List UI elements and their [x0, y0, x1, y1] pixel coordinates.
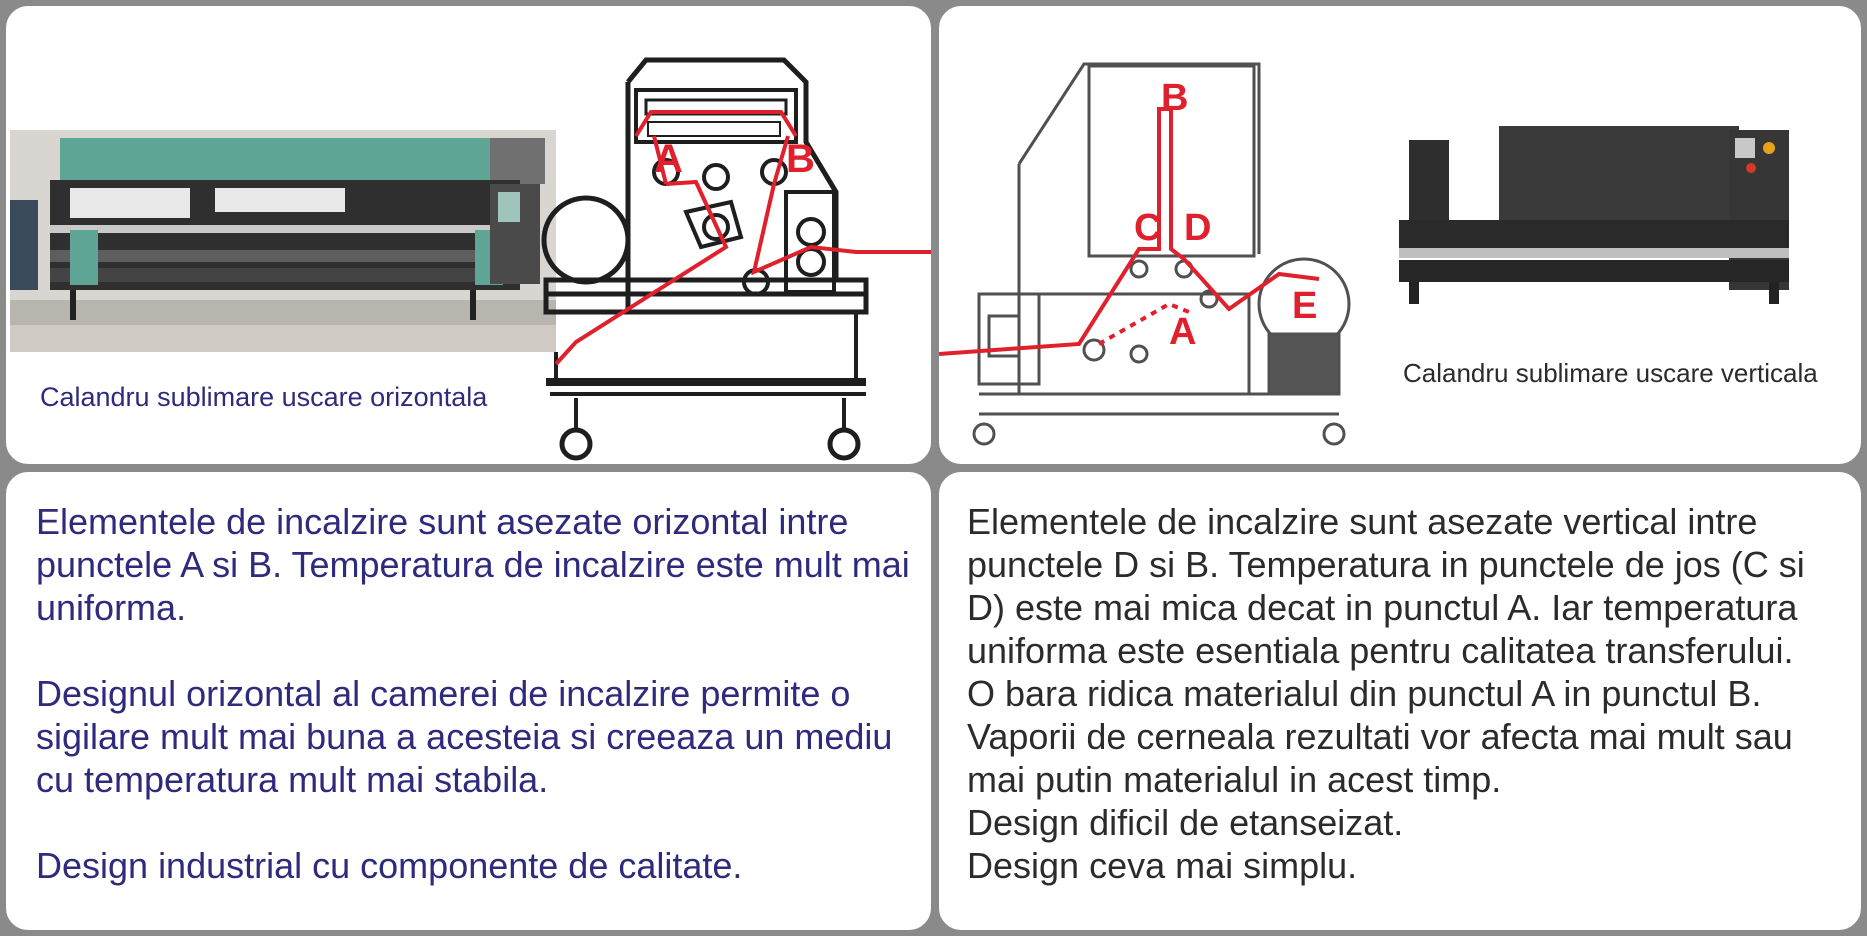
- point-d-label: D: [1184, 207, 1212, 249]
- point-b-label: B: [1161, 77, 1189, 119]
- vertical-machine-photo: [1379, 120, 1799, 340]
- horizontal-dryer-diagram: [536, 52, 936, 470]
- vertical-calender-panel: [933, 0, 1867, 470]
- point-e-label: E: [1292, 285, 1318, 327]
- vertical-line: Design ceva mai simplu.: [967, 845, 1358, 886]
- horizontal-machine-photo: [10, 130, 556, 352]
- point-b-label: B: [786, 137, 815, 181]
- vertical-description: [967, 500, 1847, 887]
- horizontal-calender-panel: [0, 0, 937, 470]
- vertical-line: Design dificil de etanseizat.: [967, 802, 1404, 843]
- vertical-dryer-diagram: [939, 54, 1359, 468]
- horizontal-paragraph: Designul orizontal al camerei de incalzire permite o sigilare mult mai buna a acesteia si creeaza un mediu cu temperatura mult mai stabila.: [36, 673, 893, 800]
- point-a-label: A: [1169, 311, 1197, 353]
- horizontal-description: [36, 500, 916, 887]
- horizontal-caption: Calandru sublimare uscare orizontala: [40, 382, 488, 412]
- vertical-line: Elementele de incalzire sunt asezate vertical intre punctele D si B. Temperatura in punctele de jos (C si D) este mai mica decat in punctul A. Iar temperatura uniforma este esentiala pentru calitatea transferului.: [967, 501, 1805, 671]
- vertical-line: O bara ridica materialul din punctul A in punctul B. Vaporii de cerneala rezultati vor afecta mai mult sau mai putin materialul in acest timp.: [967, 673, 1793, 800]
- horizontal-description-panel: [0, 466, 937, 936]
- point-c-label: C: [1134, 207, 1162, 249]
- point-a-label: A: [654, 137, 683, 181]
- horizontal-paragraph: Elementele de incalzire sunt asezate orizontal intre punctele A si B. Temperatura de incalzire este mult mai uniforma.: [36, 501, 910, 628]
- vertical-caption: Calandru sublimare uscare verticala: [1403, 358, 1818, 388]
- vertical-description-panel: [933, 466, 1867, 936]
- horizontal-paragraph: Design industrial cu componente de calitate.: [36, 845, 743, 886]
